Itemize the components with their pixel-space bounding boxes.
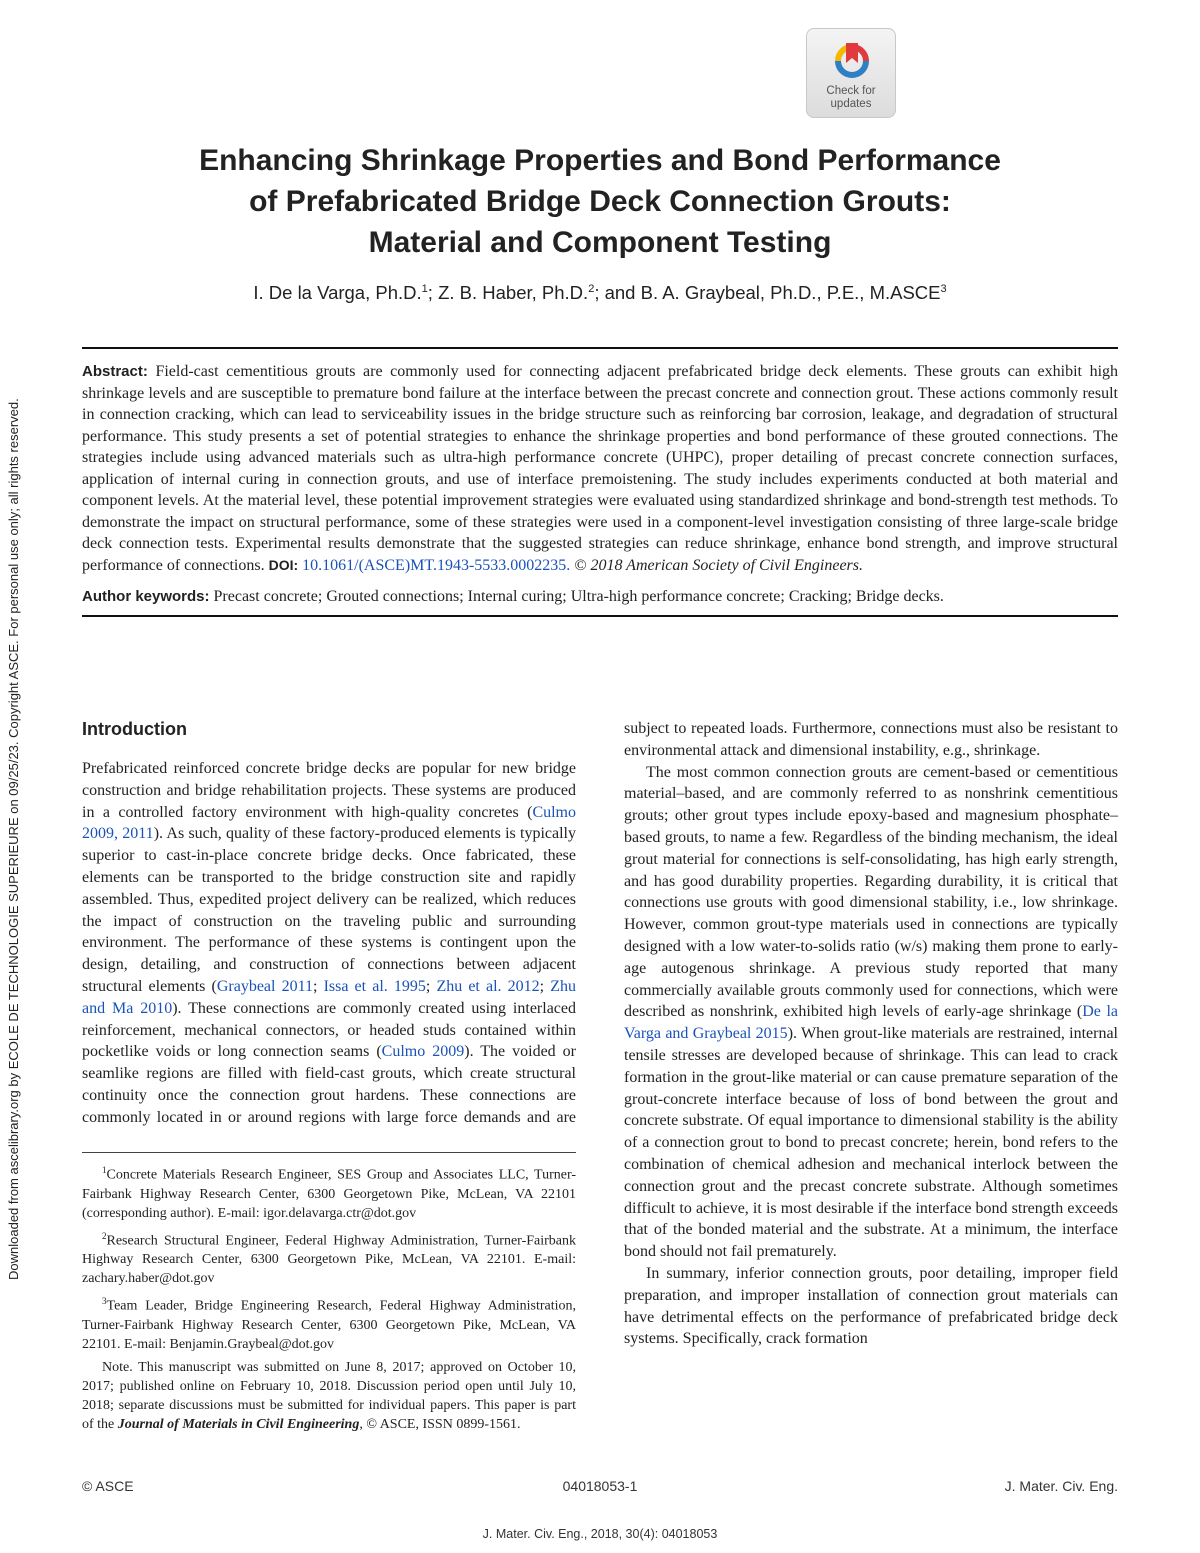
author-1-affil: 1 <box>421 282 428 295</box>
footnote-text: Team Leader, Bridge Engineering Research, Federal Highway Administration, Turner-Fairbank Highway Research Center, 6300 Georgetown Pike, McLean, VA 22101. E-mail: Benjamin.Graybeal@dot.gov <box>82 1298 576 1352</box>
text-run: ). The voided or seamlike regions are filled with field-cast grouts, which create structural continuity once the connection grout hardens. These connections are commonly located in or around regions with large force demands and are <box>82 1043 576 1126</box>
section-heading: Introduction <box>82 719 187 739</box>
keywords-label: Author keywords: <box>82 588 210 605</box>
badge-line-2: updates <box>830 98 872 110</box>
abstract-text: Field-cast cementitious grouts are commonly used for connecting adjacent prefabricated bridge deck elements. These grouts can exhibit high shrinkage levels and are susceptible to premature bond failure at the interface between the precast concrete and connection grout. These actions commonly result in connection cracking, which can lead to serviceability issues in the bridge structure such as reinforcing bar corrosion, leakage, and degradation of structural performance. This study presents a set of potential strategies to enhance the shrinkage properties and bond performance of these grouted connections. The strategies include using advanced materials such as ultra-high performance concrete (UHPC), proper detailing of precast concrete connection surfaces, application of internal curing in connection grouts, and use of interface premoistening. The study includes experiments conducted at both material and component levels. At the material level, these potential improvement strategies were evaluated using standardized shrinkage and bond-strength test methods. To demonstrate the impact on structural performance, some of these strategies were used in a component-level investigation consisting of three large-scale bridge deck connection tests. Experimental results demonstrate that the suggested strategies can reduce shrinkage, enhance bond strength, and improve structural performance of connections. <box>82 363 1119 574</box>
text-run: The most common connection grouts are cement-based or cementitious material–based, and are commonly referred to as nonshrink cementitious grouts; other grout types include epoxy-based and magnesium phosphate–based grouts, to name a few. Regardless of the binding mechanism, the ideal grout material for connections is self-consolidating, has high early strength, and has good durability properties. Regarding durability, it is critical that connections use grouts with good dimensional stability, i.e., low shrinkage. However, common grout-type materials used in connections are typically designed with a low water-to-solids ratio (w/s) making them prone to early-age autogenous shrinkage. A previous study reported that many commercially available grouts commonly used for connections, which were described as nonshrink, exhibited high levels of early-age shrinkage ( <box>624 763 1118 1021</box>
paper-title <box>100 140 1100 263</box>
text-run: ). When grout-like materials are restrained, internal tensile stresses are developed because of shrinkage. This can lead to crack formation in the grout-like material or can cause premature separation of the grout-concrete interface because of loss of bond between the grout and concrete substrate. Of equal importance to dimensional stability is the ability of a connection grout to bond to precast concrete; herein, bond refers to the combination of chemical adhesion and mechanical interlock between the connection grout and the precast concrete substrate. Although sometimes difficult to achieve, it is most desirable if the interface bond strength exceeds that of the bonded material and the substrate. At a minimum, the interface bond should not fail prematurely. <box>624 1025 1118 1261</box>
intro-paragraph-1 <box>82 758 576 1129</box>
citation-link[interactable]: Graybeal 2011 <box>216 977 313 995</box>
check-updates-icon <box>834 37 870 81</box>
footnotes <box>82 1152 576 1438</box>
journal-name: Journal of Materials in Civil Engineering <box>117 1416 360 1432</box>
doi-link[interactable]: 10.1061/(ASCE)MT.1943-5533.0002235. <box>302 556 571 574</box>
copyright-notice: © 2018 American Society of Civil Engineers. <box>574 556 863 574</box>
footnote-1 <box>82 1161 576 1223</box>
page-footer <box>82 1478 1118 1498</box>
abstract <box>82 361 1118 576</box>
author-list <box>100 282 1100 304</box>
right-column <box>624 718 1118 1350</box>
author-separator: ; <box>427 282 439 303</box>
footer-journal: J. Mater. Civ. Eng. <box>1004 1478 1118 1494</box>
check-for-updates-badge[interactable] <box>806 28 896 118</box>
text-run: In summary, inferior connection grouts, poor detailing, improper field preparation, and improper installation of connection grout materials can have detrimental effects on the performance of prefabricated bridge deck systems. Specifically, crack formation <box>624 1264 1118 1348</box>
citation-link[interactable]: Zhu et al. 2012 <box>436 977 540 995</box>
note-text: Note. This manuscript was submitted on June 8, 2017; approved on October 10, 2017; published online on February 10, 2018. Discussion period open until July 10, 2018; separate discussions must be submitted for individual papers. This paper is part of the <box>82 1359 576 1432</box>
author-2: Z. B. Haber, Ph.D. <box>438 282 589 303</box>
citation-link[interactable]: Issa et al. 1995 <box>323 977 426 995</box>
author-1: I. De la Varga, Ph.D. <box>253 282 422 303</box>
doi-label: DOI: <box>268 556 299 573</box>
text-run: ; <box>313 977 324 995</box>
citation-link[interactable]: Zhu and Ma 2010 <box>82 977 576 1017</box>
abstract-divider <box>82 615 1118 617</box>
title-line-1: Enhancing Shrinkage Properties and Bond Performance <box>199 144 1001 177</box>
text-run: ; <box>539 977 551 995</box>
title-line-2: of Prefabricated Bridge Deck Connection Grouts: <box>249 185 951 218</box>
footnote-marker: 1 <box>102 1165 107 1175</box>
author-3-affil: 3 <box>940 282 947 295</box>
note-text: , © ASCE, ISSN 0899-1561. <box>359 1416 521 1432</box>
text-run: subject to repeated loads. Furthermore, connections must also be resistant to environmental attack and dimensional instability, e.g., shrinkage. <box>624 720 1118 759</box>
text-run: ). As such, quality of these factory-produced elements is typically superior to cast-in-place concrete bridge decks. Once fabricated, these elements can be transported to the bridge construction site and rapidly assembled. Thus, expedited project delivery can be realized, which reduces the impact of construction on the traveling public and surrounding environment. The performance of these systems is contingent upon the design, detailing, and construction of connections between adjacent structural elements ( <box>82 825 577 995</box>
badge-label <box>807 85 895 111</box>
footnote-marker: 3 <box>102 1296 107 1307</box>
author-3: B. A. Graybeal, Ph.D., P.E., M.ASCE <box>640 282 941 303</box>
citation-link[interactable]: De la Varga and Graybeal 2015 <box>624 1003 1119 1043</box>
footer-page-id: 04018053-1 <box>562 1478 638 1494</box>
text-run: ). These connections are commonly created using interlaced reinforcement, mechanical connectors, or headed studs contained within pocketlike voids or long connection seams ( <box>82 999 576 1061</box>
footnote-marker: 2 <box>102 1230 107 1241</box>
text-run: Prefabricated reinforced concrete bridge decks are popular for new bridge construction and bridge rehabilitation projects. These systems are produced in a controlled factory environment with high-quality concretes ( <box>82 760 576 821</box>
intro-paragraph-1-continued <box>624 718 1118 762</box>
intro-paragraph-2 <box>624 762 1118 1263</box>
manuscript-note <box>82 1358 576 1434</box>
author-2-affil: 2 <box>588 282 595 295</box>
author-separator: ; and <box>594 282 641 303</box>
footnote-text: Research Structural Engineer, Federal Highway Administration, Turner-Fairbank Highway Research Center, 6300 Georgetown Pike, McLean, VA 22101. E-mail: zachary.haber@dot.gov <box>82 1233 576 1287</box>
footnote-3 <box>82 1292 576 1354</box>
bottom-citation: J. Mater. Civ. Eng., 2018, 30(4): 04018053 <box>482 1527 718 1541</box>
footnote-2 <box>82 1227 576 1289</box>
intro-paragraph-3 <box>624 1263 1118 1350</box>
badge-line-1: Check for <box>826 85 876 97</box>
citation-link[interactable]: Culmo 2009, 2011 <box>82 803 576 843</box>
abstract-section <box>82 347 1118 617</box>
left-column <box>82 718 576 1129</box>
keywords-text: Precast concrete; Grouted connections; Internal curing; Ultra-high performance concrete; Cracking; Bridge decks. <box>213 588 944 605</box>
footer-copyright: © ASCE <box>82 1478 134 1494</box>
text-run: ; <box>425 977 437 995</box>
keywords <box>82 586 1118 607</box>
title-line-3: Material and Component Testing <box>368 226 832 259</box>
download-notice: Downloaded from ascelibrary.org by ECOLE DE TECHNOLOGIE SUPERIEURE on 09/25/23. Copyright ASCE. For personal use only; all rights reserved. <box>6 398 21 1280</box>
footnote-text: Concrete Materials Research Engineer, SES Group and Associates LLC, Turner-Fairbank Highway Research Center, 6300 Georgetown Pike, McLean, VA 22101 (corresponding author). E-mail: igor.delavarga.ctr@dot.gov <box>82 1167 576 1221</box>
abstract-label: Abstract: <box>82 363 148 380</box>
citation-link[interactable]: Culmo 2009 <box>381 1043 465 1061</box>
